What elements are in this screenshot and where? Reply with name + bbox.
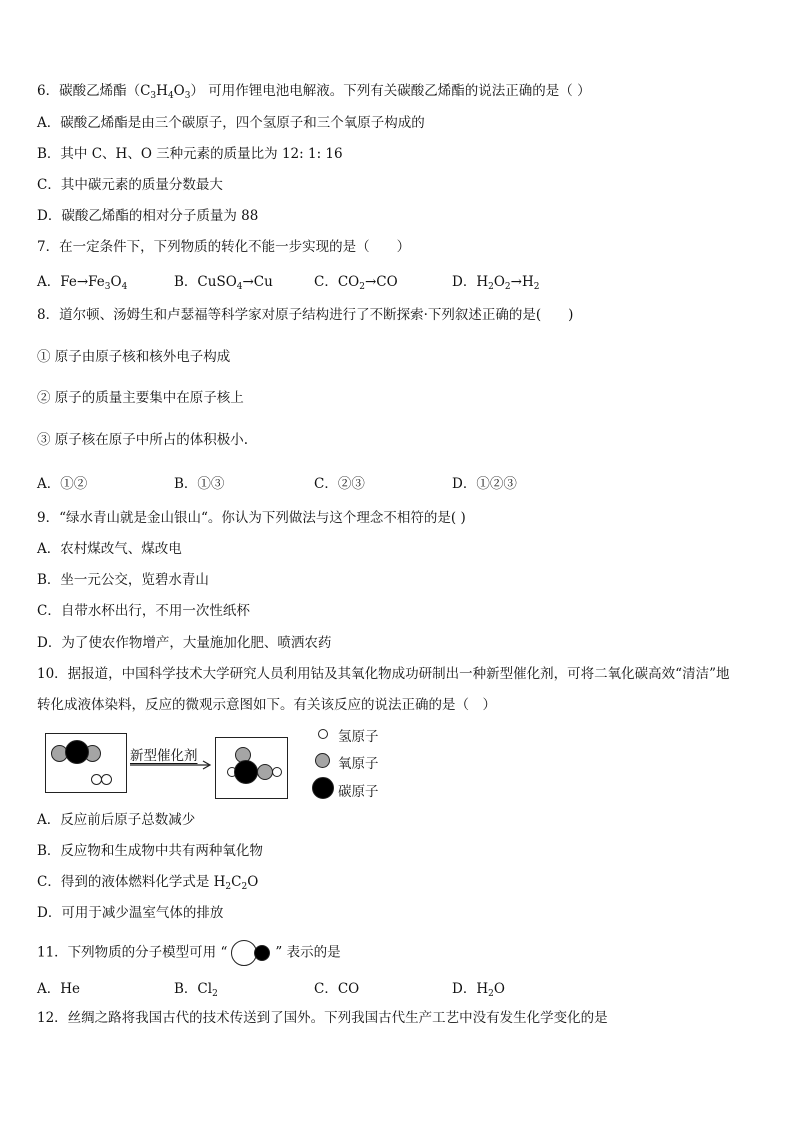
carbon-legend-icon xyxy=(312,777,334,799)
q11-option-a: A．He xyxy=(37,981,81,997)
hydrogen-legend-icon xyxy=(318,729,328,739)
diatomic-molecule-model xyxy=(229,940,273,966)
reaction-arrow xyxy=(125,760,215,770)
product-box xyxy=(215,737,288,799)
q7-stem: 7．在一定条件下，下列物质的转化不能一步实现的是（ ） xyxy=(37,239,411,255)
q6-stem: 6．碳酸乙烯酯$(C_3H_4O_3)$ 可用作锂电池电解液。下列有关碳酸乙烯酯的说法正确的是（ ） xyxy=(37,83,591,101)
q10-stem-line1: 10．据报道，中国科学技术大学研究人员利用钴及其氧化物成功研制出一种新型催化剂，可将二氧化碳高效“清洁”地 xyxy=(37,666,730,682)
q8-option-c: C．②③ xyxy=(314,476,365,492)
q7-option-b: B．CuSO$_4$→Cu xyxy=(174,274,273,292)
q11-option-c: C．CO xyxy=(314,981,360,997)
q8-statement-1: ① 原子由原子核和核外电子构成 xyxy=(37,349,231,365)
q9-option-c: C．自带水杯出行，不用一次性纸杯 xyxy=(37,603,250,619)
q11-stem: 11．下列物质的分子模型可用 “ ” 表示的是 xyxy=(37,940,341,966)
q8-statement-2: ② 原子的质量主要集中在原子核上 xyxy=(37,390,244,406)
oxygen-atom xyxy=(257,764,273,780)
q10-option-c: C．得到的液体燃料化学式是 $H_2C_2O$ xyxy=(37,874,259,892)
q6-option-a: A．碳酸乙烯酯是由三个碳原子，四个氢原子和三个氧原子构成的 xyxy=(37,115,425,131)
q7-option-d: D．$H_2O_2\to H_2$ xyxy=(452,274,540,292)
q10-option-a: A．反应前后原子总数减少 xyxy=(37,812,196,828)
legend-carbon-label: 碳原子 xyxy=(338,784,379,800)
q11-option-d: D．$H_2O$ xyxy=(452,981,505,999)
q7-option-a: A．$Fe\to Fe_3O_4$ xyxy=(37,274,128,292)
reactants-box xyxy=(45,733,127,793)
q8-option-b: B．①③ xyxy=(174,476,225,492)
carbon-atom xyxy=(234,760,258,784)
q11-option-b: B．$Cl_2$ xyxy=(174,981,218,999)
q9-option-b: B．坐一元公交，览碧水青山 xyxy=(37,572,209,588)
q10-option-b: B．反应物和生成物中共有两种氧化物 xyxy=(37,843,263,859)
q9-stem: 9．“绿水青山就是金山银山“。你认为下列做法与这个理念不相符的是( ) xyxy=(37,510,466,526)
small-black-atom xyxy=(254,945,270,961)
carbon-atom xyxy=(65,740,89,764)
legend-oxygen-label: 氧原子 xyxy=(338,756,379,772)
q6-option-d: D．碳酸乙烯酯的相对分子质量为 88 xyxy=(37,208,259,224)
q12-stem: 12．丝绸之路将我国古代的技术传送到了国外。下列我国古代生产工艺中没有发生化学变化的是 xyxy=(37,1010,608,1026)
hydrogen-atom xyxy=(272,767,282,777)
q6-option-b: B．其中 C、H、O 三种元素的质量比为 12: 1: 16 xyxy=(37,146,343,162)
q8-stem: 8．道尔顿、汤姆生和卢瑟福等科学家对原子结构进行了不断探索·下列叙述正确的是( ) xyxy=(37,307,574,323)
q10-option-d: D．可用于减少温室气体的排放 xyxy=(37,905,224,921)
q8-statement-3: ③ 原子核在原子中所占的体积极小. xyxy=(37,432,249,448)
q7-option-c: C．$CO_2\to CO$ xyxy=(314,274,398,292)
q9-option-a: A．农村煤改气、煤改电 xyxy=(37,541,182,557)
hydrogen-atom xyxy=(101,774,112,785)
q6-option-c: C．其中碳元素的质量分数最大 xyxy=(37,177,223,193)
q9-option-d: D．为了使农作物增产，大量施加化肥、喷洒农药 xyxy=(37,635,332,651)
q10-stem-line2: 转化成液体染料，反应的微观示意图如下。有关该反应的说法正确的是（ ） xyxy=(37,697,496,713)
q8-option-a: A．①② xyxy=(37,476,88,492)
legend-hydrogen-label: 氢原子 xyxy=(338,729,379,745)
oxygen-legend-icon xyxy=(315,753,330,768)
q8-option-d: D．①②③ xyxy=(452,476,517,492)
catalyst-label: 新型催化剂 xyxy=(130,748,198,764)
